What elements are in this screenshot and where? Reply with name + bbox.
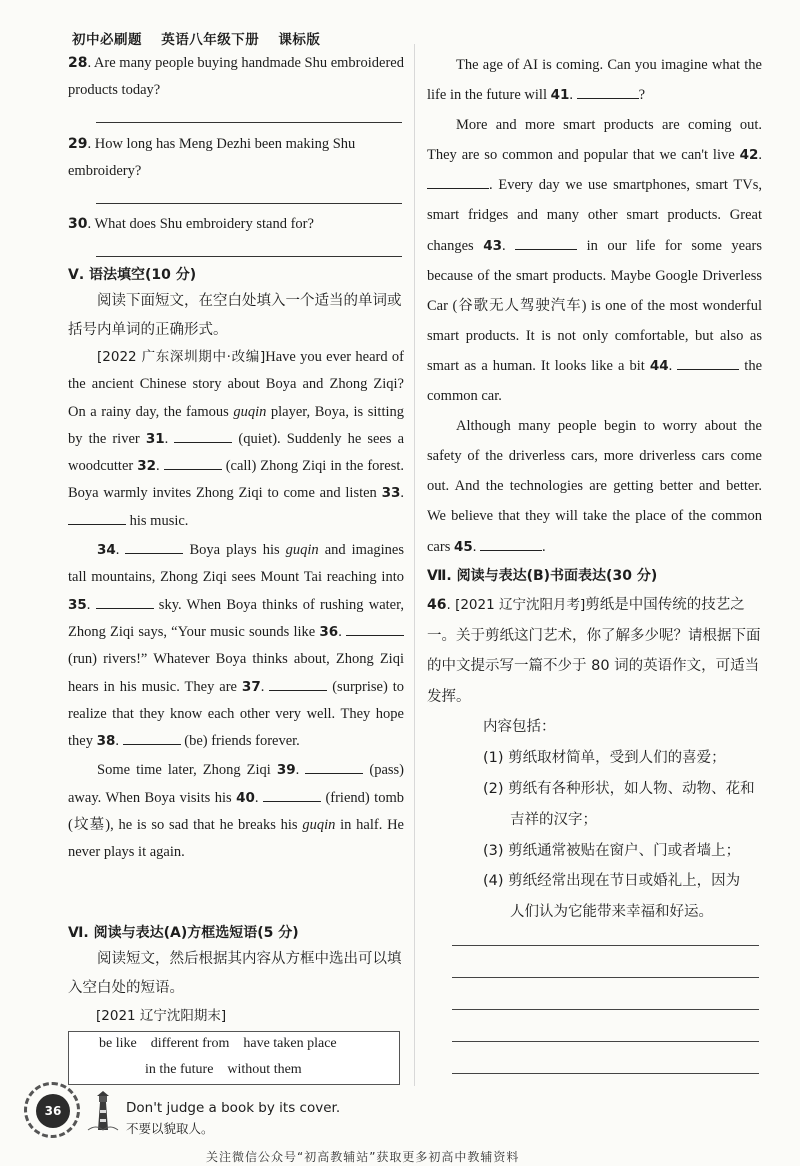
content-point-1: (1) 剪纸取材简单，受到人们的喜爱； (483, 750, 726, 766)
blank-39[interactable] (305, 759, 363, 774)
question-28 (68, 50, 404, 104)
content-label: 内容包括： (483, 719, 556, 735)
question-text: . What does Shu embroidery stand for? (87, 216, 314, 232)
blank-38[interactable] (123, 730, 181, 745)
section-6-instruction: 阅读短文，然后根据其内容从方框中选出可以填入空白处的短语。 (68, 951, 402, 996)
writing-line[interactable] (452, 1009, 759, 1010)
section-6-source: [2021 辽宁沈阳期末] (96, 1008, 227, 1024)
writing-line[interactable] (452, 977, 759, 978)
section-5-instruction: 阅读下面短文，在空白处填入一个适当的单词或括号内单词的正确形式。 (68, 293, 402, 338)
writing-line[interactable] (452, 945, 759, 946)
column-divider (414, 44, 415, 1086)
question-prompt: 剪纸是中国传统的技艺之一。关于剪纸这门艺术，你了解多少呢？请根据下面的中文提示写一篇不少于 80 词的英语作文，可适当发挥。 (427, 597, 761, 705)
phrase-row-1: be like different from have taken place (99, 1036, 337, 1051)
question-29 (68, 131, 404, 185)
lighthouse-icon (86, 1090, 120, 1132)
phrase-row-2: in the future without them (145, 1062, 302, 1077)
content-point-4-cont: 人们认为它能带来幸福和好运。 (510, 904, 713, 920)
content-point-2: (2) 剪纸有各种形状，如人物、动物、花和 (483, 781, 755, 797)
answer-line[interactable] (96, 256, 402, 257)
section-6-passage: The age of AI is coming. Can you imagine what the life in the future will 41. ? More and more smart products are coming out. They are so common and popular that we can't live 42. . Every day we use smartphones, smart TVs, smart fridges and many other smart products. Great changes 43. in our life for some years because of the smart products. Maybe Google Driverless Car (谷歌无人驾驶汽车) is one of the most wonderful smart products. It is not only comfortable, but also as smart as a human. It looks like a bit 44. the common car. Although many people begin to worry about the safety of the driverless cars, more driverless cars come out. And the technologies are getting better and better. We believe that they will take the place of the common cars 45. . (427, 57, 763, 555)
question-source: . [2021 辽宁沈阳月考] (446, 597, 586, 613)
blank-45[interactable] (480, 536, 542, 551)
question-number: 46 (427, 597, 447, 613)
blank-41[interactable] (577, 84, 639, 99)
writing-line[interactable] (452, 1073, 759, 1074)
writing-line[interactable] (452, 1041, 759, 1042)
page-header (72, 28, 334, 48)
blank-33[interactable] (68, 510, 126, 525)
header-book: 英语八年级下册 (161, 32, 260, 48)
motto-english: Don't judge a book by its cover. (126, 1100, 341, 1116)
footer-note: 关注微信公众号“初高教辅站”获取更多初高中教辅资料 (206, 1150, 520, 1164)
blank-36[interactable] (346, 621, 404, 636)
blank-34[interactable] (125, 539, 183, 554)
section-7-title: Ⅶ. 阅读与表达(B)书面表达(30 分) (427, 568, 658, 584)
question-number: 30 (68, 216, 88, 232)
blank-37[interactable] (269, 676, 327, 691)
content-point-3: (3) 剪纸通常被贴在窗户、门或者墙上； (483, 843, 741, 859)
content-point-2-cont: 吉祥的汉字； (510, 812, 597, 828)
question-text: . Are many people buying handmade Shu embroidered products today? (68, 55, 404, 98)
motto-chinese: 不要以貌取人。 (126, 1121, 214, 1136)
blank-40[interactable] (263, 787, 321, 802)
blank-31[interactable] (174, 428, 232, 443)
question-number: 28 (68, 55, 88, 71)
blank-35[interactable] (96, 594, 154, 609)
header-edition: 课标版 (278, 32, 321, 48)
answer-line[interactable] (96, 203, 402, 204)
blank-32[interactable] (164, 455, 222, 470)
header-series: 初中必刷题 (72, 32, 142, 48)
question-30 (68, 211, 404, 238)
blank-43[interactable] (515, 235, 577, 250)
page-number: 36 (36, 1094, 70, 1128)
content-point-4: (4) 剪纸经常出现在节日或婚礼上，因为 (483, 873, 741, 889)
blank-42[interactable] (427, 174, 489, 189)
question-46 (427, 590, 763, 712)
section-6-title: Ⅵ. 阅读与表达(A)方框选短语(5 分) (68, 925, 299, 941)
answer-line[interactable] (96, 122, 402, 123)
phrase-box (68, 1031, 400, 1085)
blank-44[interactable] (677, 355, 739, 370)
question-text: . How long has Meng Dezhi been making Shu embroidery? (68, 136, 356, 179)
passage-source: [2022 广东深圳期中·改编] (97, 349, 266, 365)
section-5-title: Ⅴ. 语法填空(10 分) (68, 267, 197, 283)
question-number: 29 (68, 136, 88, 152)
section-5-passage: [2022 广东深圳期中·改编]Have you ever heard of the ancient Chinese story about Boya and Zhong Ziqi? On a rainy day, the famous guqin player, Boya, is sitting by the river 31. (quiet). Suddenly he sees a woodcutter 32. (call) Zhong Ziqi in the forest. Boya warmly invites Zhong Ziqi to come and listen 33. his music. 34. Boya plays his guqin and imagines tall mountains, Zhong Ziqi sees Mount Tai reaching into 35. sky. When Boya thinks of rushing water, Zhong Ziqi says, “Your music sounds like 36. (run) rivers!” Whatever Boya thinks about, Zhong Ziqi hears in his music. They are 37. (surprise) to realize that they know each other very well. They hope they 38. (be) friends forever. Some time later, Zhong Ziqi 39. (pass) away. When Boya visits his 40. (friend) tomb (坟墓), he is so sad that he breaks his guqin in half. He never plays it again. (68, 349, 405, 861)
